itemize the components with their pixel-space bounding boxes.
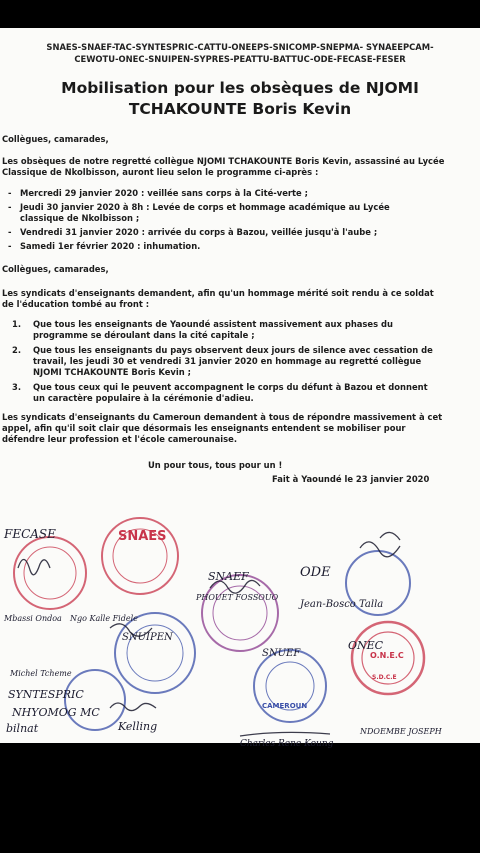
salutation-1: Collègues, camarades, [2, 134, 109, 144]
appeal-line-3: défendre leur profession et l'école camerounaise. [2, 434, 238, 444]
snaes-stamp-label: SNAES [118, 529, 167, 544]
program-item-line-1: Jeudi 30 janvier 2020 à 8h : Levée de corps et hommage académique au Lycée [20, 202, 390, 212]
right-signature-stroke [380, 532, 400, 540]
sig-kelling: Kelling [118, 720, 158, 733]
salutation-2: Collègues, camarades, [2, 264, 109, 274]
document-page [0, 28, 480, 749]
demand-intro-line-2: de l'éducation tombé au front : [2, 299, 150, 309]
kelling-signature-stroke [110, 703, 156, 711]
charles-underline [240, 732, 330, 736]
sig-michel: Michel Tcheme [10, 669, 72, 678]
unions-header-line-1: SNAES-SNAEF-TAC-SYNTESPRIC-CATTU-ONEEPS-SNICOMP-SNEPMA- SYNAEEPCAM- [46, 42, 434, 52]
intro-line-1: Les obsèques de notre regretté collègue NJOMI TCHAKOUNTE Boris Kevin, assassiné au Lycée [2, 156, 445, 166]
bullet-dash: - [8, 241, 12, 251]
sig-ndoumbe: NDOEMBE JOSEPH [360, 727, 442, 736]
intro-line-2: Classique de Nkolbisson, auront lieu selon le programme ci-après : [2, 167, 319, 177]
cameroun-stamp-label: CAMEROUN [262, 702, 308, 710]
demand-number: 1. [12, 319, 22, 329]
demand-number: 3. [12, 382, 22, 392]
demand-line-2: travail, les jeudi 30 et vendredi 31 janvier 2020 en hommage au regretté collègue [33, 356, 422, 366]
demand-line-2: programme se déroulant dans la cité capitale ; [33, 330, 255, 340]
demand-line-2: un caractère populaire à la cérémonie d'adieu. [33, 393, 254, 403]
demand-number: 2. [12, 345, 22, 355]
sig-jean-bosco: Jean-Bosco Talla [300, 599, 384, 610]
bullet-dash: - [8, 227, 12, 237]
bullet-dash: - [8, 202, 12, 212]
stamps-and-signatures [0, 28, 480, 749]
program-item-line-1: Mercredi 29 janvier 2020 : veillée sans corps à la Cité-verte ; [20, 188, 308, 198]
demand-intro-line-1: Les syndicats d'enseignants demandent, afin qu'un hommage mérité soit rendu à ce soldat [2, 288, 434, 298]
appeal-line-2: appel, afin qu'il soit clair que désormais les enseignants entendent se mobiliser pour [2, 423, 406, 433]
appeal-line-1: Les syndicats d'enseignants du Cameroun demandent à tous de répondre massivement à cet [2, 412, 443, 422]
document-title-line-1: Mobilisation pour les obsèques de NJOMI [61, 79, 419, 97]
onec-stamp-label: O.N.E.C [370, 651, 404, 660]
sig-snuef: SNUEF [262, 648, 301, 659]
demand-line-1: Que tous les enseignants du pays observent deux jours de silence avec cessation de [33, 345, 433, 355]
sig-syntespric: SYNTESPRIC [8, 688, 84, 701]
program-item-line-2: classique de Nkolbisson ; [20, 213, 140, 223]
fecase-stamp [14, 537, 86, 609]
motto: Un pour tous, tous pour un ! [148, 460, 283, 470]
sig-ngo: Ngo Kalle Fidele [70, 614, 138, 623]
demand-line-1: Que tous les enseignants de Yaoundé assistent massivement aux phases du [33, 319, 393, 329]
sdce-stamp-label: S.D.C.E [372, 674, 397, 681]
snuef-stamp [254, 650, 326, 722]
sig-snupen: SNUIPEN [122, 632, 173, 643]
sig-mbassi: Mbassi Ondoa [4, 614, 62, 623]
place-and-date: Fait à Yaoundé le 23 janvier 2020 [272, 474, 430, 484]
sig-phouet: PHOUET FOSSOUO [196, 593, 279, 602]
document-title-line-2: TCHAKOUNTE Boris Kevin [128, 100, 352, 118]
unions-header-line-2: CEWOTU-ONEC-SNUIPEN-SYPRES-PEATTU-BATTUC-ODE-FECASE-FESER [74, 54, 406, 64]
sig-ode: ODE [300, 565, 331, 580]
sig-onec: ONEC [348, 639, 384, 652]
sig-belnat: bilnat [6, 722, 39, 735]
program-item-line-1: Samedi 1er février 2020 : inhumation. [20, 241, 201, 251]
demand-line-1: Que tous ceux qui le peuvent accompagnent le corps du défunt à Bazou et donnent [33, 382, 428, 392]
sig-nhyomog: NHYOMOG MC [12, 706, 100, 719]
sig-fecase: FECASE [4, 527, 56, 541]
fecase-signature-stroke [18, 559, 50, 574]
demand-line-3: NJOMI TCHAKOUNTE Boris Kevin ; [33, 367, 191, 377]
program-item-line-1: Vendredi 31 janvier 2020 : arrivée du corps à Bazou, veillée jusqu'à l'aube ; [20, 227, 378, 237]
sig-snaef: SNAEF [208, 570, 249, 583]
sig-charles: Charles Rene Koung [240, 739, 334, 749]
bullet-dash: - [8, 188, 12, 198]
